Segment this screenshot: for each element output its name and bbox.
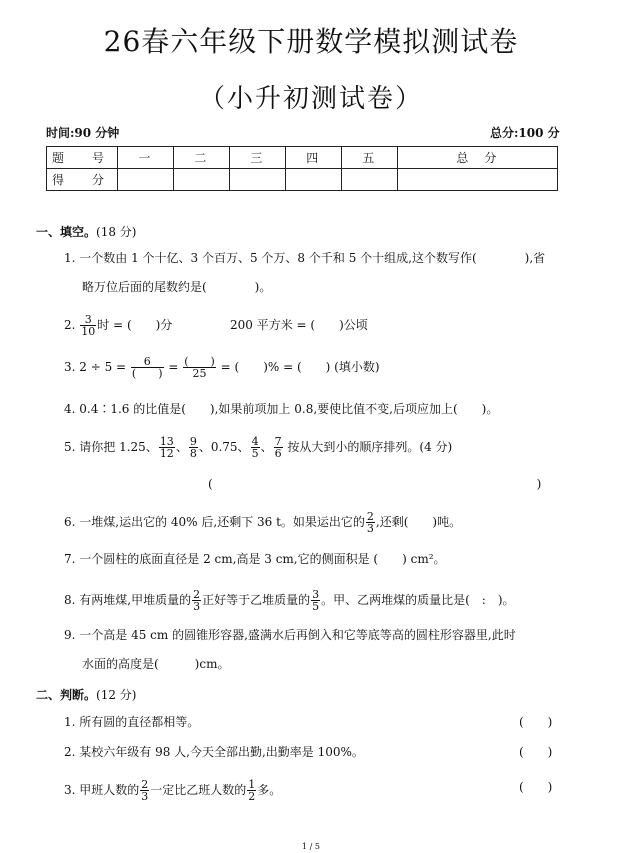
fraction: $\frac{( )}{25}$ [184, 355, 215, 380]
section-1-heading [36, 223, 136, 240]
judgement-1-answer-bracket: ( ) [519, 715, 553, 729]
score-table [46, 146, 558, 191]
score-header-total: 总 分 [397, 147, 557, 169]
question-9-line-2: 水面的高度是( )cm。 [82, 657, 230, 671]
equals-sign: = [168, 360, 179, 374]
fraction: $\frac{2}{3}$ [366, 510, 374, 535]
section-2-heading [36, 686, 136, 703]
question-6-tail: ,还剩( )吨。 [375, 515, 462, 529]
question-5-middle: 、0.75、 [198, 440, 250, 454]
score-header-4: 四 [285, 147, 341, 169]
question-5-tail: 按从大到小的顺序排列。(4 分) [287, 440, 453, 454]
score-cell [285, 169, 341, 191]
fraction: $\frac{2}{3}$ [193, 588, 201, 613]
fraction: $\frac{3}{5}$ [312, 588, 320, 613]
question-6-lead: 6. 一堆煤,运出它的 40% 后,还剩下 36 t。如果运出它的 [64, 515, 365, 529]
judgement-1-text: 1. 所有圆的直径都相等。 [64, 715, 200, 729]
judgement-3-tail: 多。 [257, 783, 282, 797]
judgement-3 [64, 779, 281, 802]
judgement-3-lead: 3. 甲班人数的 [64, 783, 140, 797]
score-row-label: 得 分 [47, 169, 118, 191]
question-1-line-2: 略万位后面的尾数约是( )。 [82, 280, 272, 294]
fraction: $\frac{1}{2}$ [248, 778, 256, 803]
fraction: $\frac{13}{12}$ [159, 435, 174, 460]
score-cell [173, 169, 229, 191]
question-5-answer-blank: ( ) [208, 477, 542, 491]
judgement-3-answer-bracket: ( ) [519, 780, 553, 794]
score-cell [397, 169, 557, 191]
question-2-part-2: 200 平方米 = ( )公顷 [230, 318, 368, 332]
score-cell [341, 169, 397, 191]
question-8-tail: 。甲、乙两堆煤的质量比是( : )。 [321, 593, 515, 607]
page-number: 1 / 5 [302, 842, 320, 851]
score-table-header-row [47, 147, 558, 169]
question-8-middle: 正好等于乙堆质量的 [202, 593, 311, 607]
question-3-lead: 3. 2 ÷ 5 = [64, 360, 127, 374]
section-1-points: (18 分) [96, 225, 137, 239]
section-2-title: 二、判断。 [36, 688, 97, 702]
question-3 [64, 356, 380, 379]
exam-total-score: 总分:100 分 [490, 126, 560, 140]
score-cell [229, 169, 285, 191]
score-header-1: 一 [118, 147, 174, 169]
score-header-2: 二 [173, 147, 229, 169]
fraction: $\frac{6}{( )}$ [131, 355, 163, 380]
question-6 [64, 511, 461, 534]
question-1-line-1: 1. 一个数由 1 个十亿、3 个百万、5 个万、8 个千和 5 个十组成,这个数写作( ),省 [64, 251, 546, 265]
section-2-points: (12 分) [96, 688, 137, 702]
fraction: $\frac{3}{10}$ [81, 313, 96, 338]
document-title: 26春六年级下册数学模拟测试卷 [103, 25, 519, 58]
question-8 [64, 589, 515, 612]
fraction: $\frac{4}{5}$ [251, 435, 259, 460]
question-7: 7. 一个圆柱的底面直径是 2 cm,高是 3 cm,它的侧面积是 ( ) cm²。 [64, 552, 446, 566]
question-5: 5. 请你把 1.25、 $\frac{13}{12}$ 、 $\frac{9}{8}$ 、0.75、 $\frac{4}{5}$ 、 $\frac{7}{6}$ 按从大到小的顺序排列。(4 分) [64, 435, 453, 460]
fraction: $\frac{9}{8}$ [189, 435, 197, 460]
question-9-line-1: 9. 一个高是 45 cm 的圆锥形容器,盛满水后再倒入和它等底等高的圆柱形容器里,此时 [64, 628, 516, 642]
question-4: 4. 0.4∶1.6 的比值是( ),如果前项加上 0.8,要使比值不变,后项应加上( )。 [64, 402, 499, 416]
exam-time: 时间:90 分钟 [46, 126, 120, 140]
judgement-2-answer-bracket: ( ) [519, 745, 553, 759]
question-8-lead: 8. 有两堆煤,甲堆质量的 [64, 593, 192, 607]
section-1-title: 一、填空。 [36, 225, 97, 239]
fraction: $\frac{7}{6}$ [274, 435, 282, 460]
question-2-number: 2. [64, 318, 76, 332]
question-2-part-1: 时 = ( )分 [97, 318, 173, 332]
score-header-5: 五 [341, 147, 397, 169]
score-header-3: 三 [229, 147, 285, 169]
document-subtitle: （小升初测试卷） [198, 84, 423, 114]
judgement-2-text: 2. 某校六年级有 98 人,今天全部出勤,出勤率是 100%。 [64, 745, 364, 759]
score-table-score-row [47, 169, 558, 191]
fraction: $\frac{2}{3}$ [141, 778, 149, 803]
question-2 [64, 314, 368, 337]
score-header-label: 题 号 [47, 147, 118, 169]
question-3-tail: = ( )% = ( ) (填小数) [220, 360, 380, 374]
question-5-lead: 5. 请你把 1.25、 [64, 440, 158, 454]
score-cell [118, 169, 174, 191]
judgement-3-middle: 一定比乙班人数的 [150, 783, 247, 797]
